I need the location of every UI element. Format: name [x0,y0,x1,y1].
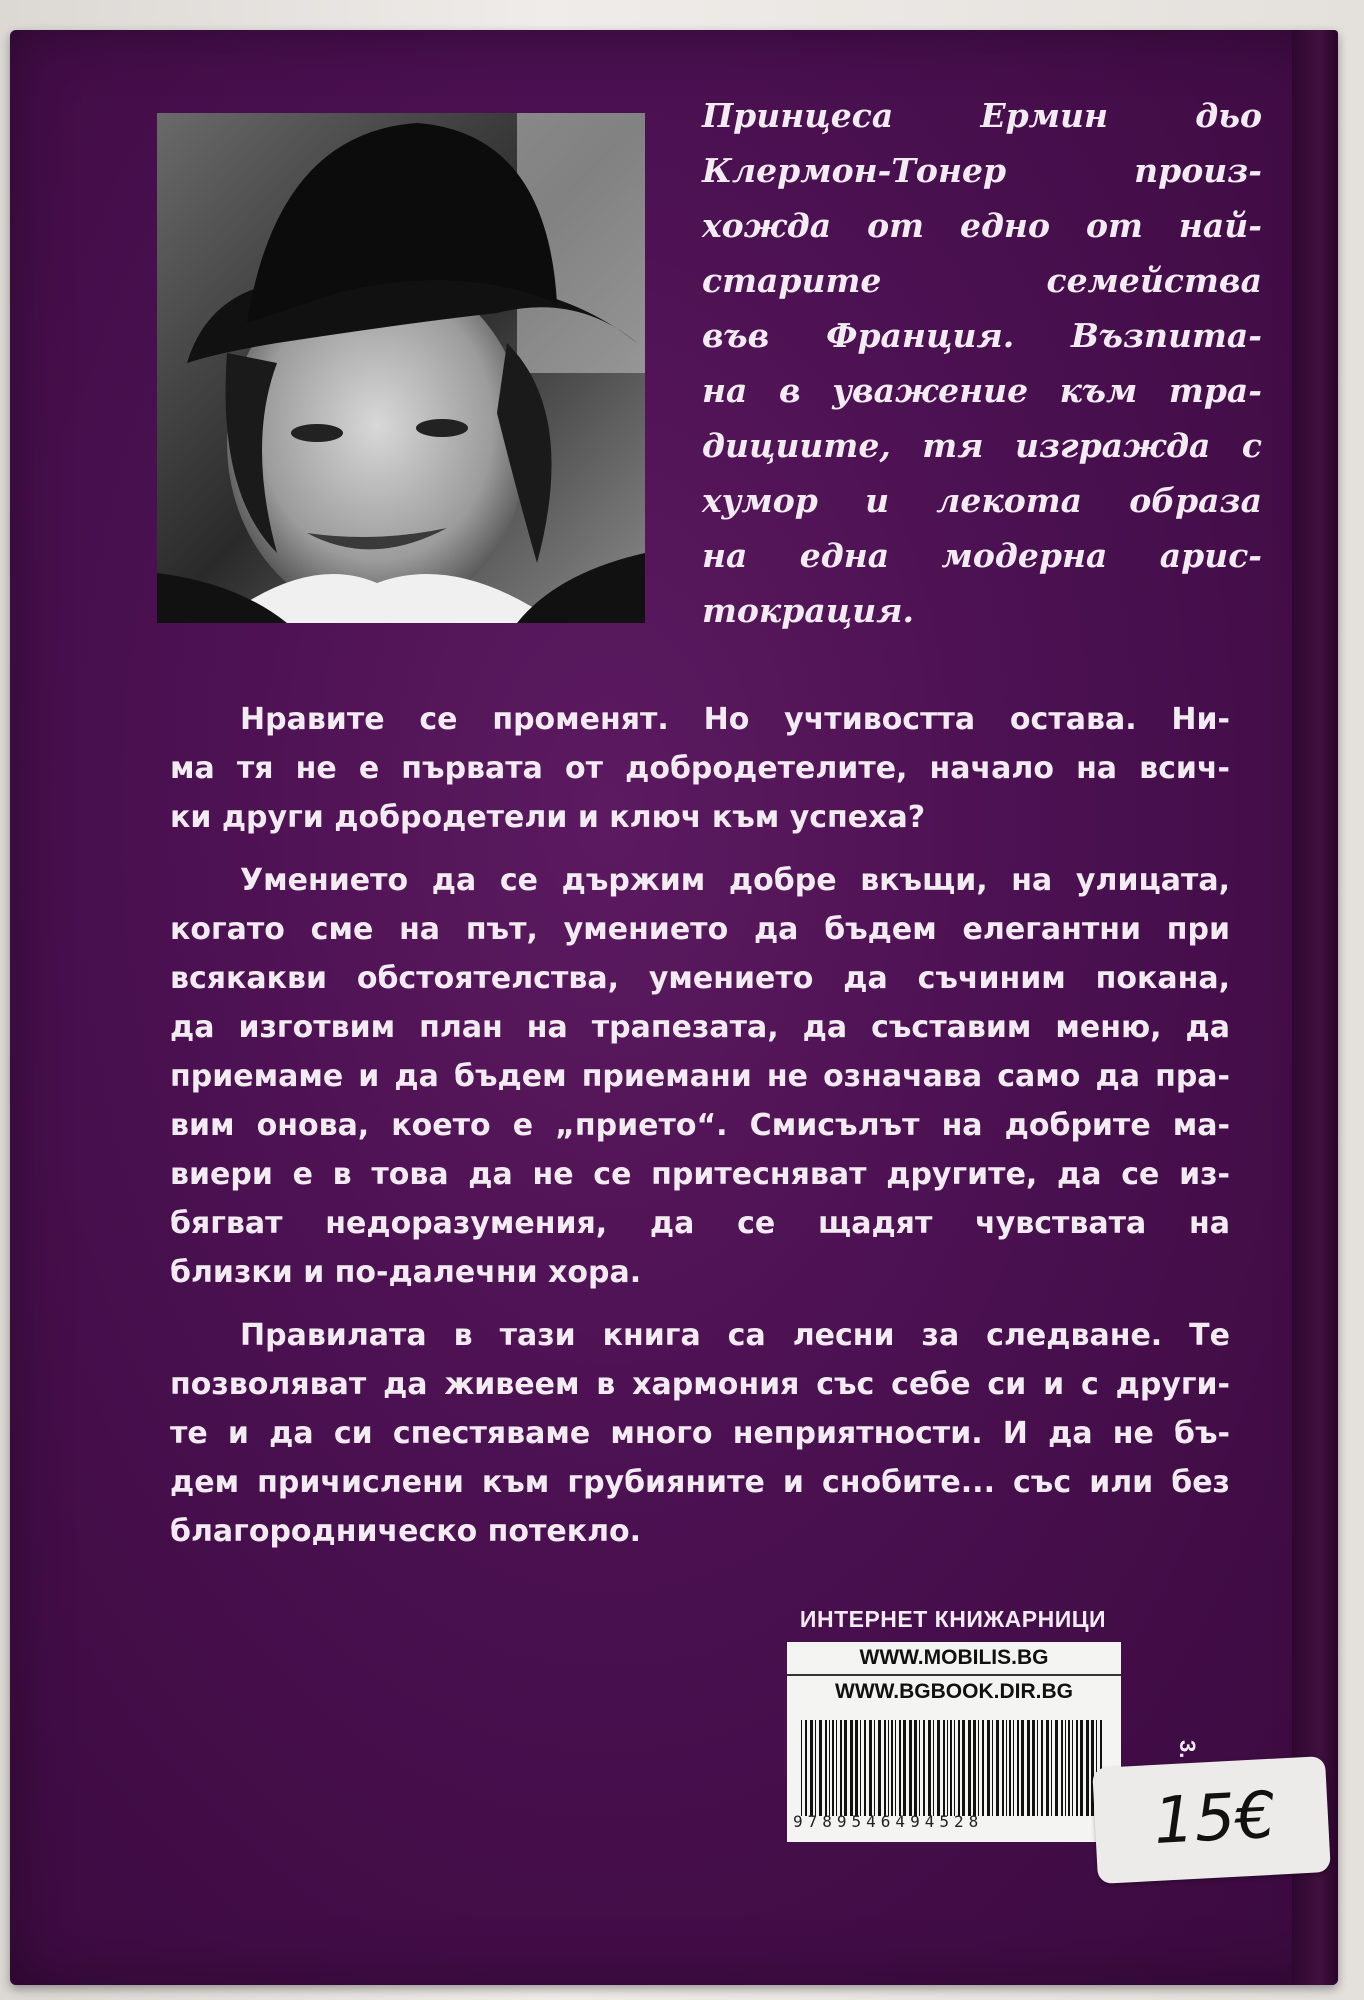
barcode-bar [962,1720,965,1816]
paragraph-gap [170,842,1230,856]
barcode-bar [1046,1720,1049,1816]
description-line: позволяват да живеем в хармония със себе си и с други- [170,1367,1230,1402]
barcode-bar [992,1720,993,1816]
barcode-bar [895,1720,896,1816]
barcode-bar [1080,1720,1083,1816]
barcode-bar [973,1720,976,1816]
author-blurb [702,88,1262,638]
barcode-bar [829,1720,830,1816]
barcode-bar [909,1720,912,1816]
barcode-bar [958,1720,960,1816]
barcode-bar [996,1720,999,1816]
barcode-bar [874,1720,875,1816]
barcode-bar [836,1720,837,1816]
barcode-bar [1037,1720,1038,1816]
barcode-bar [878,1720,881,1816]
barcode-bar [805,1720,807,1816]
barcode-bar [982,1720,984,1816]
price-sticker [1092,1756,1331,1884]
description-line: ки други добродетели и ключ към успеха? [170,800,926,835]
barcode-bar [1076,1720,1078,1816]
barcode-bar [1068,1720,1070,1816]
cover-edge [1292,30,1338,1985]
bookstore-url: WWW.MOBILIS.BG [787,1642,1121,1676]
barcode-bar [950,1720,952,1816]
barcode-bar [923,1720,925,1816]
description-line: Нравите се променят. Но учтивостта остава. Ни- [240,702,1230,737]
description-line: бягват недоразумения, да се щадят чувствата на [170,1206,1230,1241]
blurb-line: Клермон-Тонер произ- [702,151,1262,190]
description-line: вим онова, което е „прието“. Смисълът на добрите ма- [170,1108,1230,1143]
barcode-bar [1009,1720,1011,1816]
blurb-line: хожда от едно от най- [702,206,1262,245]
barcode [797,1720,1107,1816]
barcode-bar [1013,1720,1014,1816]
blurb-line: хумор и лекота образа [702,481,1262,520]
barcode-bar [844,1720,847,1816]
side-mark: 3. [1175,1740,1200,1759]
barcode-bar [869,1720,872,1816]
barcode-bar [815,1720,816,1816]
online-bookstores-title: ИНТЕРНЕТ КНИЖАРНИЦИ [799,1606,1107,1632]
barcode-bar [937,1720,940,1816]
blurb-line: токрация. [702,591,914,630]
description-line: Умението да се държим добре вкъщи, на улицата, [240,863,1230,898]
blurb-line: на една модерна арис- [702,536,1262,575]
barcode-bar [810,1720,813,1816]
barcode-bar [1006,1720,1007,1816]
blurb-line: старите семейства [702,261,1262,300]
barcode-bar [1061,1720,1063,1816]
barcode-bar [891,1720,893,1816]
barcode-bar [1072,1720,1073,1816]
barcode-bar [943,1720,945,1816]
barcode-bar [855,1720,858,1816]
barcode-bar [903,1720,906,1816]
barcode-bar [987,1720,990,1816]
barcode-bar [884,1720,886,1816]
blurb-line: във Франция. Възпита- [702,316,1262,355]
barcode-bar [1065,1720,1066,1816]
barcode-bar [928,1720,931,1816]
barcode-sticker [787,1642,1121,1842]
author-photo [157,113,645,623]
book-back-cover [10,30,1338,1985]
blurb-line: Принцеса Ермин дьо [702,96,1262,135]
bookstore-url: WWW.BGBOOK.DIR.BG [835,1680,1073,1703]
barcode-bar [1002,1720,1004,1816]
description-line: близки и по-далечни хора. [170,1255,642,1290]
description-line: приемаме и да бъдем приемани не означава само да пра- [170,1059,1230,1094]
blurb-line: дициите, тя изгражда с [702,426,1262,465]
description-line: те и да си спестяваме много неприятности. И да не бъ- [170,1416,1230,1451]
description-line: благородническо потекло. [170,1514,642,1549]
barcode-bar [840,1720,842,1816]
barcode-bar [832,1720,834,1816]
description-line: ма тя не е първата от добродетелите, начало на всич- [170,751,1230,786]
barcode-bar [819,1720,822,1816]
barcode-bar [1041,1720,1043,1816]
blurb-line: на в уважение към тра- [702,371,1262,410]
barcode-bar [933,1720,934,1816]
description-line: да изготвим план на трапезата, да съставим меню, да [170,1010,1230,1045]
barcode-bar [864,1720,866,1816]
barcode-bar [860,1720,861,1816]
barcode-bar [1055,1720,1058,1816]
barcode-bar [1051,1720,1052,1816]
price-label: 15€ [1152,1778,1278,1859]
barcode-bar [1032,1720,1035,1816]
barcode-bar [1021,1720,1024,1816]
barcode-bar [968,1720,971,1816]
description-line: когато сме на път, умението да бъдем елегантни при [170,912,1230,947]
barcode-bar [801,1720,802,1816]
barcode-digits: 9789546494528 [793,1812,984,1831]
description-line: виери е в това да не се притесняват другите, да се из- [170,1157,1230,1192]
description-line: дем причислени към грубияните и снобите... със или без [170,1465,1230,1500]
barcode-bar [888,1720,889,1816]
barcode-bar [954,1720,955,1816]
barcode-bar [1017,1720,1019,1816]
book-description [170,695,1230,1556]
barcode-bar [899,1720,901,1816]
barcode-bar [914,1720,917,1816]
barcode-bar [919,1720,920,1816]
barcode-bar [1027,1720,1030,1816]
description-line: всякакви обстоятелства, умението да съчиним покана, [170,961,1230,996]
paragraph-gap [170,1297,1230,1311]
barcode-bar [947,1720,948,1816]
barcode-bar [850,1720,853,1816]
barcode-bar [978,1720,979,1816]
barcode-bar [825,1720,827,1816]
barcode-bar [1086,1720,1089,1816]
description-line: Правилата в тази книга са лесни за следване. Те [240,1318,1230,1353]
